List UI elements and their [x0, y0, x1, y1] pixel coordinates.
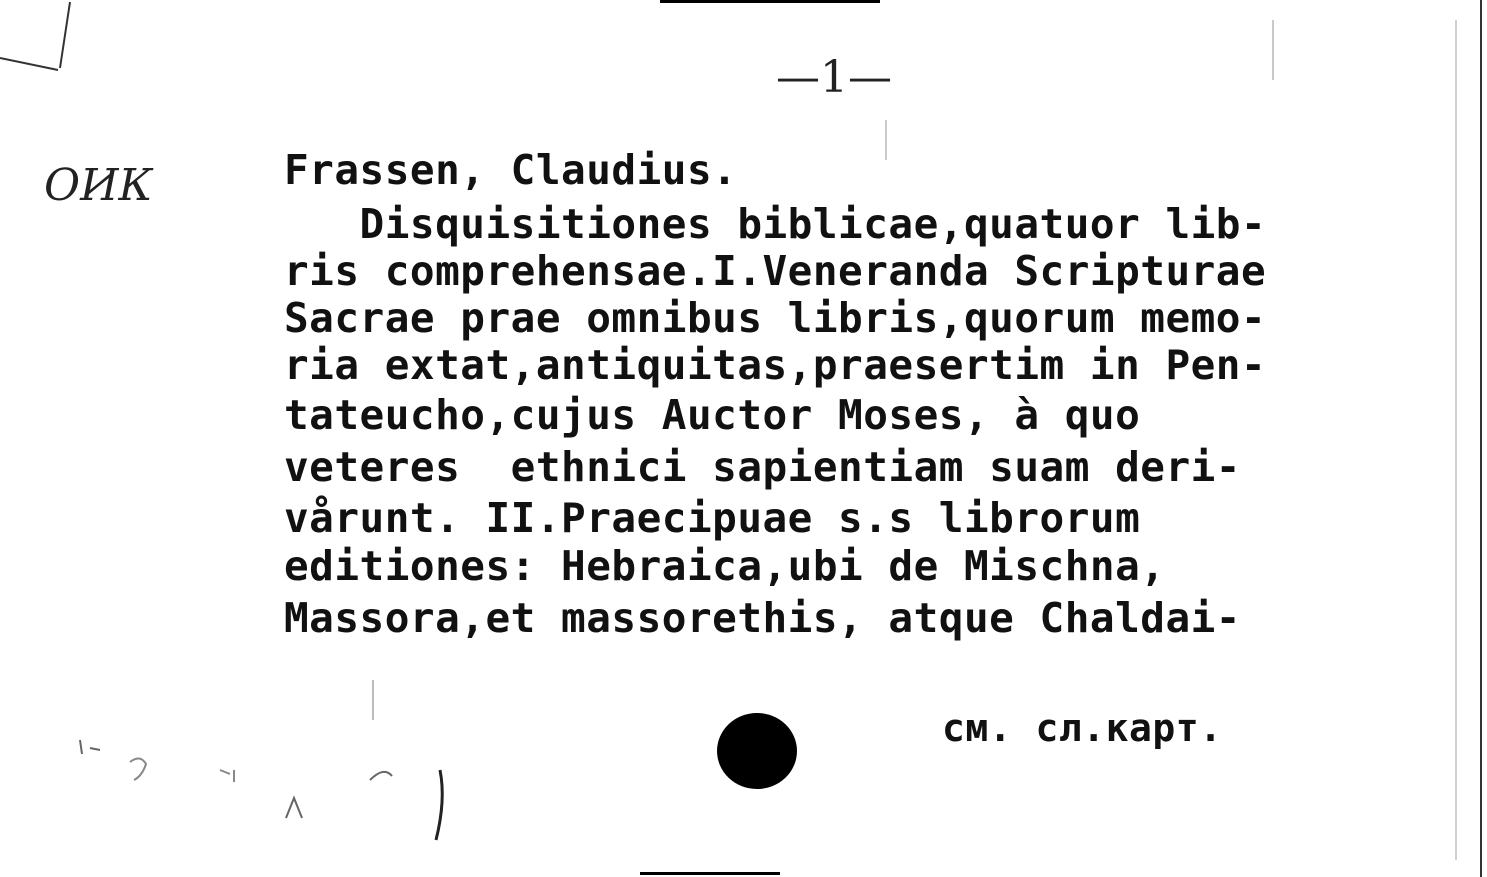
scan-line	[1455, 20, 1457, 860]
scan-line	[885, 120, 887, 160]
author-heading: Frassen, Claudius.	[284, 146, 738, 194]
corner-pencil-mark	[0, 0, 80, 80]
page-number: —1—	[776, 52, 892, 103]
scan-line	[1480, 0, 1482, 877]
scan-line	[1272, 20, 1274, 80]
body-line: ria extat,antiquitas,praesertim in Pen-	[284, 341, 1267, 389]
body-line: vårunt. II.Praecipuae s.s librorum	[284, 494, 1141, 542]
body-line: editiones: Hebraica,ubi de Mischna,	[284, 542, 1166, 590]
body-line: Disquisitiones biblicae,quatuor lib-	[284, 200, 1267, 248]
faint-pencil-traces	[60, 730, 480, 830]
shelf-mark: ОИК	[44, 160, 153, 211]
body-line: tateucho,cujus Auctor Moses, à quo	[284, 391, 1141, 439]
edge-mark	[640, 872, 780, 875]
edge-mark	[660, 0, 880, 3]
continuation-note: см. сл.карт.	[942, 706, 1223, 750]
body-line: Sacrae prae omnibus libris,quorum memo-	[284, 294, 1267, 342]
body-line: Massora,et massorethis, atque Chaldai-	[284, 594, 1241, 642]
body-line: veteres ethnici sapientiam suam deri-	[284, 443, 1241, 491]
punch-hole	[717, 713, 797, 789]
body-line: ris comprehensae.I.Veneranda Scripturae	[284, 247, 1267, 295]
scan-line	[372, 680, 374, 720]
